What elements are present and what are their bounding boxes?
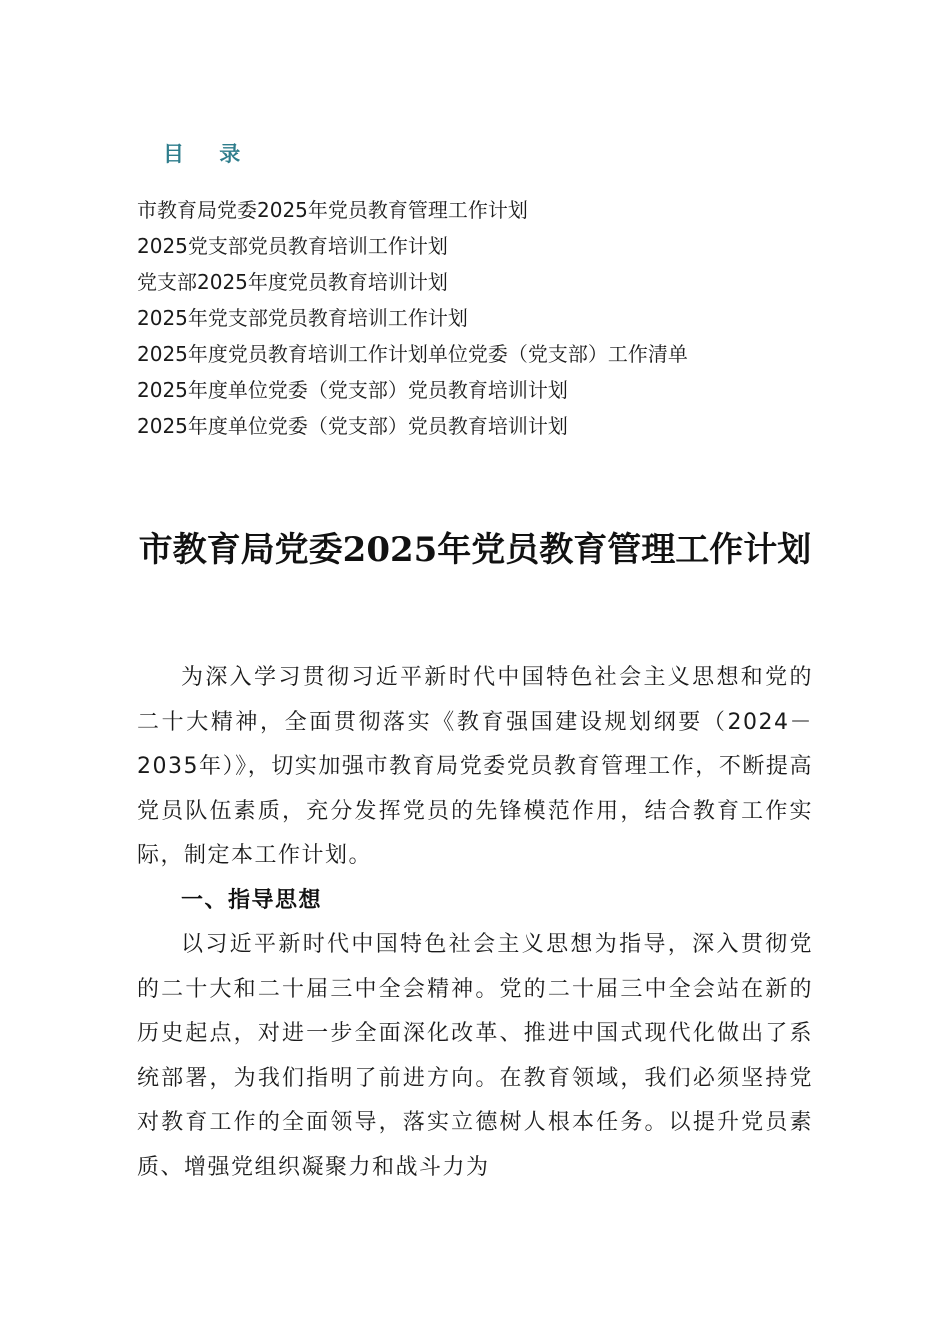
toc-item[interactable]: 市教育局党委2025年党员教育管理工作计划 xyxy=(137,198,528,222)
document-title: 市教育局党委2025年党员教育管理工作计划 xyxy=(138,529,812,570)
toc-item[interactable]: 2025年度党员教育培训工作计划单位党委（党支部）工作清单 xyxy=(137,342,688,366)
section-heading: 一、指导思想 xyxy=(181,887,323,913)
toc-list xyxy=(137,193,857,445)
intro-paragraph: 为深入学习贯彻习近平新时代中国特色社会主义思想和党的二十大精神，全面贯彻落实《教育强国建设规划纲要（2024－2035年）》，切实加强市教育局党委党员教育管理工作，不断提高党员队伍素质，充分发挥党员的先锋模范作用，结合教育工作实际，制定本工作计划。 xyxy=(137,665,813,868)
toc-item[interactable]: 党支部2025年度党员教育培训计划 xyxy=(137,270,448,294)
toc-item[interactable]: 2025年度单位党委（党支部）党员教育培训计划 xyxy=(137,378,568,402)
toc-item[interactable]: 2025年党支部党员教育培训工作计划 xyxy=(137,306,468,330)
toc-heading: 目 录 xyxy=(163,142,255,166)
toc-item[interactable]: 2025年度单位党委（党支部）党员教育培训计划 xyxy=(137,414,568,438)
document-body xyxy=(137,656,813,1190)
toc-item[interactable]: 2025党支部党员教育培训工作计划 xyxy=(137,234,448,258)
section-paragraph: 以习近平新时代中国特色社会主义思想为指导，深入贯彻党的二十大和二十届三中全会精神。党的二十届三中全会站在新的历史起点，对进一步全面深化改革、推进中国式现代化做出了系统部署，为我们指明了前进方向。在教育领域，我们必须坚持党对教育工作的全面领导，落实立德树人根本任务。以提升党员素质、增强党组织凝聚力和战斗力为 xyxy=(137,932,813,1180)
